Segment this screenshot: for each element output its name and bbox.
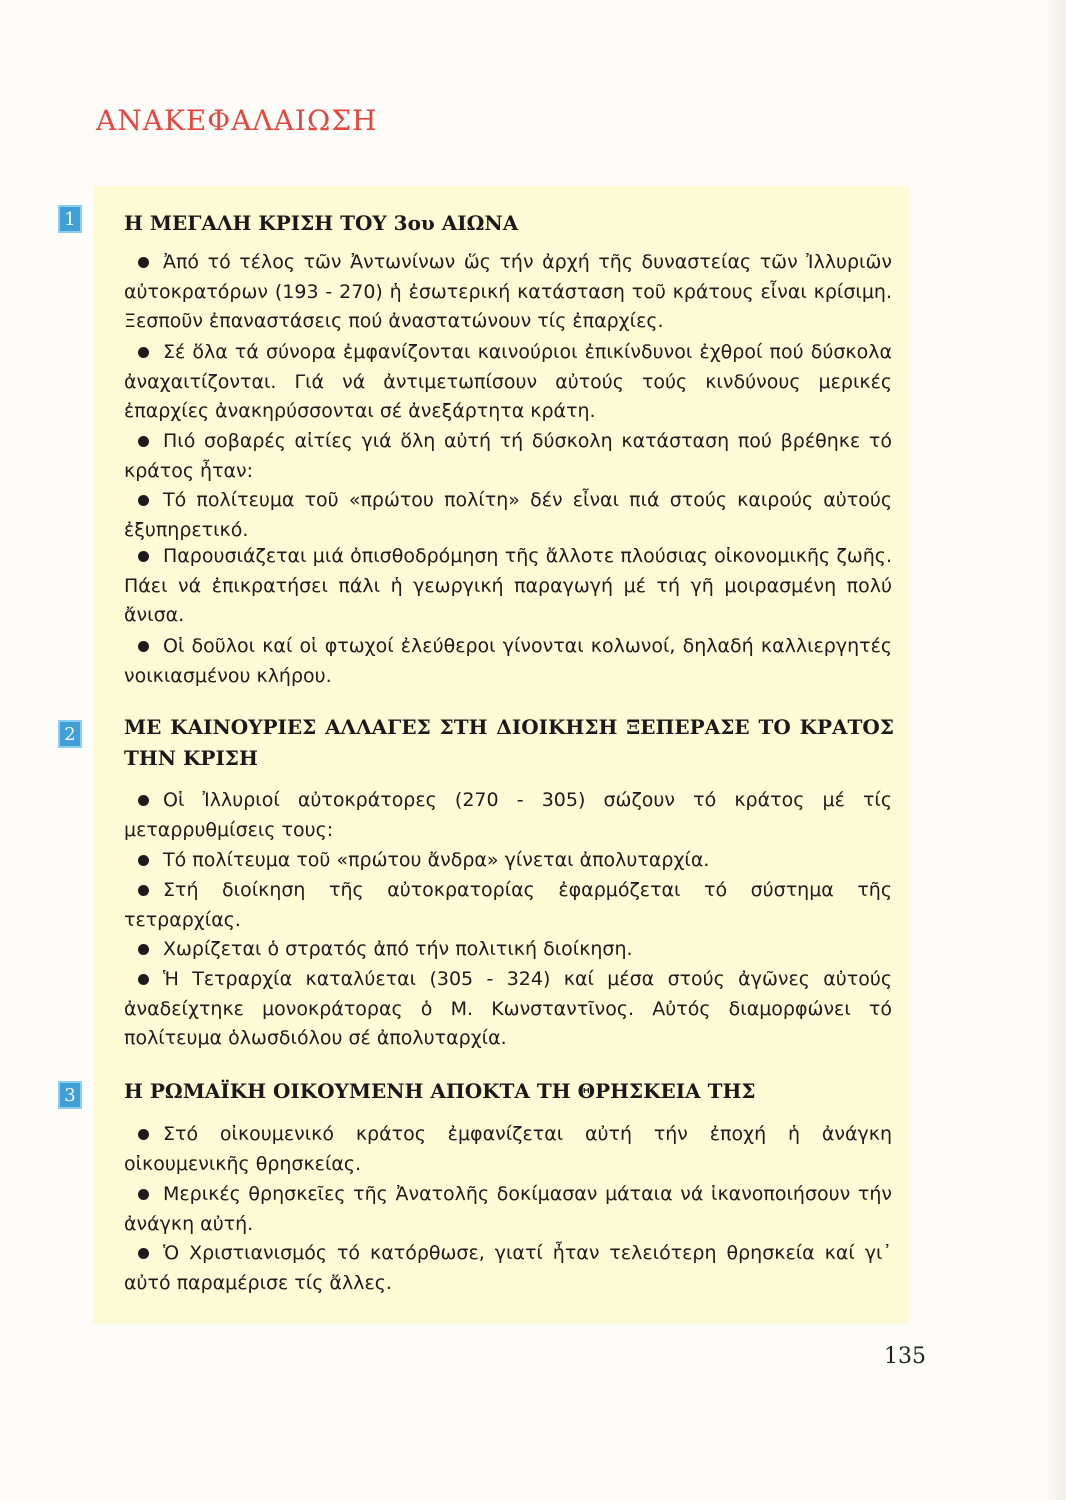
section-1-paragraph	[124, 338, 892, 427]
bullet-icon	[138, 641, 149, 652]
bullet-icon	[138, 1248, 149, 1259]
section-2-paragraph	[124, 786, 892, 845]
paragraph-text: Μερικές θρησκεῖες τῆς Ἀνατολῆς δοκίμασαν μάταια νά ἱκανοποιήσουν τήν ἀνάγκη αὐτή.	[124, 1183, 892, 1235]
section-2-paragraph	[124, 846, 892, 876]
section-heading-2: ΜΕ ΚΑΙΝΟΥΡΙΕΣ ΑΛΛΑΓΕΣ ΣΤΗ ΔΙΟΙΚΗΣΗ ΞΕΠΕΡΑΣΕ ΤΟ ΚΡΑΤΟΣ ΤΗΝ ΚΡΙΣΗ	[124, 715, 894, 770]
bullet-icon	[138, 944, 149, 955]
bullet-icon	[138, 974, 149, 985]
paragraph-text: Οἱ δοῦλοι καί οἱ φτωχοί ἐλεύθεροι γίνονται κολωνοί, δηλαδή καλλιεργητές νοικιασμένου κλήρου.	[124, 635, 892, 687]
paragraph-text: Οἱ Ἰλλυριοί αὐτοκράτορες (270 - 305) σώζουν τό κράτος μέ τίς μεταρρυθμίσεις τους:	[124, 789, 892, 841]
paragraph-text: Στό οἰκουμενικό κράτος ἐμφανίζεται αὐτή τήν ἐποχή ἡ ἀνάγκη οἰκουμενικῆς θρησκείας.	[124, 1123, 892, 1175]
page-title: ΑΝΑΚΕΦΑΛΑΙΩΣΗ	[96, 104, 378, 137]
section-number-3: 3	[58, 1081, 82, 1109]
bullet-icon	[138, 1129, 149, 1140]
bullet-icon	[138, 1189, 149, 1200]
section-2-paragraph	[124, 965, 892, 1054]
paragraph-text: Στή διοίκηση τῆς αὐτοκρατορίας ἐφαρμόζεται τό σύστημα τῆς τετραρχίας.	[124, 879, 892, 931]
section-1-paragraph	[124, 632, 892, 691]
section-1-paragraph	[124, 486, 892, 545]
section-2-paragraph	[124, 876, 892, 935]
page-number: 135	[884, 1344, 926, 1369]
bullet-icon	[138, 257, 149, 268]
section-number-2: 2	[58, 720, 82, 748]
bullet-icon	[138, 795, 149, 806]
section-1-paragraph	[124, 542, 892, 631]
bullet-icon	[138, 855, 149, 866]
paragraph-text: Τό πολίτευμα τοῦ «πρώτου πολίτη» δέν εἶναι πιά στούς καιρούς αὐτούς ἐξυπηρετικό.	[124, 489, 892, 541]
paragraph-text: Παρουσιάζεται μιά ὀπισθοδρόμηση τῆς ἄλλοτε πλούσιας οἰκονομικῆς ζωῆς. Πάει νά ἐπικρατήσει πάλι ἡ γεωργική παραγωγή μέ τή γῆ μοιρασμένη πολύ ἄνισα.	[124, 545, 892, 627]
paragraph-text: Ἀπό τό τέλος τῶν Ἀντωνίνων ὥς τήν ἀρχή τῆς δυναστείας τῶν Ἰλλυριῶν αὐτοκρατόρων (193 - 270) ἡ ἐσωτερική κατάσταση τοῦ κράτους εἶναι κρίσιμη. Ξεσποῦν ἐπαναστάσεις πού ἀναστατώνουν τίς ἐπαρχίες.	[124, 251, 892, 333]
paragraph-text: Σέ ὅλα τά σύνορα ἐμφανίζονται καινούριοι ἐπικίνδυνοι ἐχθροί πού δύσκολα ἀναχαιτίζονται. Γιά νά ἀντιμετωπίσουν αὐτούς τούς κινδύνους μερικές ἐπαρχίες ἀνακηρύσσονται σέ ἀνεξάρτητα κράτη.	[124, 341, 892, 423]
paragraph-text: Πιό σοβαρές αἰτίες γιά ὅλη αὐτή τή δύσκολη κατάσταση πού βρέθηκε τό κράτος ἦταν:	[124, 430, 892, 482]
bullet-icon	[138, 347, 149, 358]
bullet-icon	[138, 436, 149, 447]
section-heading-3: Η ΡΩΜΑΪΚΗ ΟΙΚΟΥΜΕΝΗ ΑΠΟΚΤΑ ΤΗ ΘΡΗΣΚΕΙΑ ΤΗΣ	[124, 1079, 756, 1103]
section-1-paragraph	[124, 427, 892, 486]
paragraph-text: Χωρίζεται ὁ στρατός ἀπό τήν πολιτική διοίκηση.	[163, 938, 633, 960]
paragraph-text: Ἡ Τετραρχία καταλύεται (305 - 324) καί μέσα στούς ἀγῶνες αὐτούς ἀναδείχτηκε μονοκράτορας ὁ Μ. Κωνσταντῖνος. Αὐτός διαμορφώνει τό πολίτευμα ὁλωσδιόλου σέ ἀπολυταρχία.	[124, 968, 892, 1050]
section-3-paragraph	[124, 1239, 892, 1298]
page-edge	[1048, 0, 1066, 1500]
section-heading-1: Η ΜΕΓΑΛΗ ΚΡΙΣΗ ΤΟΥ 3ου ΑΙΩΝΑ	[124, 211, 519, 235]
bullet-icon	[138, 495, 149, 506]
paragraph-text: Ὁ Χριστιανισμός τό κατόρθωσε, γιατί ἦταν τελειότερη θρησκεία καί γι᾽ αὐτό παραμέρισε τίς ἄλλες.	[124, 1242, 892, 1294]
section-number-1: 1	[58, 205, 82, 233]
section-2-paragraph	[124, 935, 892, 965]
bullet-icon	[138, 551, 149, 562]
section-1-paragraph	[124, 248, 892, 337]
paragraph-text: Τό πολίτευμα τοῦ «πρώτου ἄνδρα» γίνεται ἀπολυταρχία.	[163, 849, 710, 871]
section-3-paragraph	[124, 1120, 892, 1179]
bullet-icon	[138, 885, 149, 896]
section-3-paragraph	[124, 1180, 892, 1239]
